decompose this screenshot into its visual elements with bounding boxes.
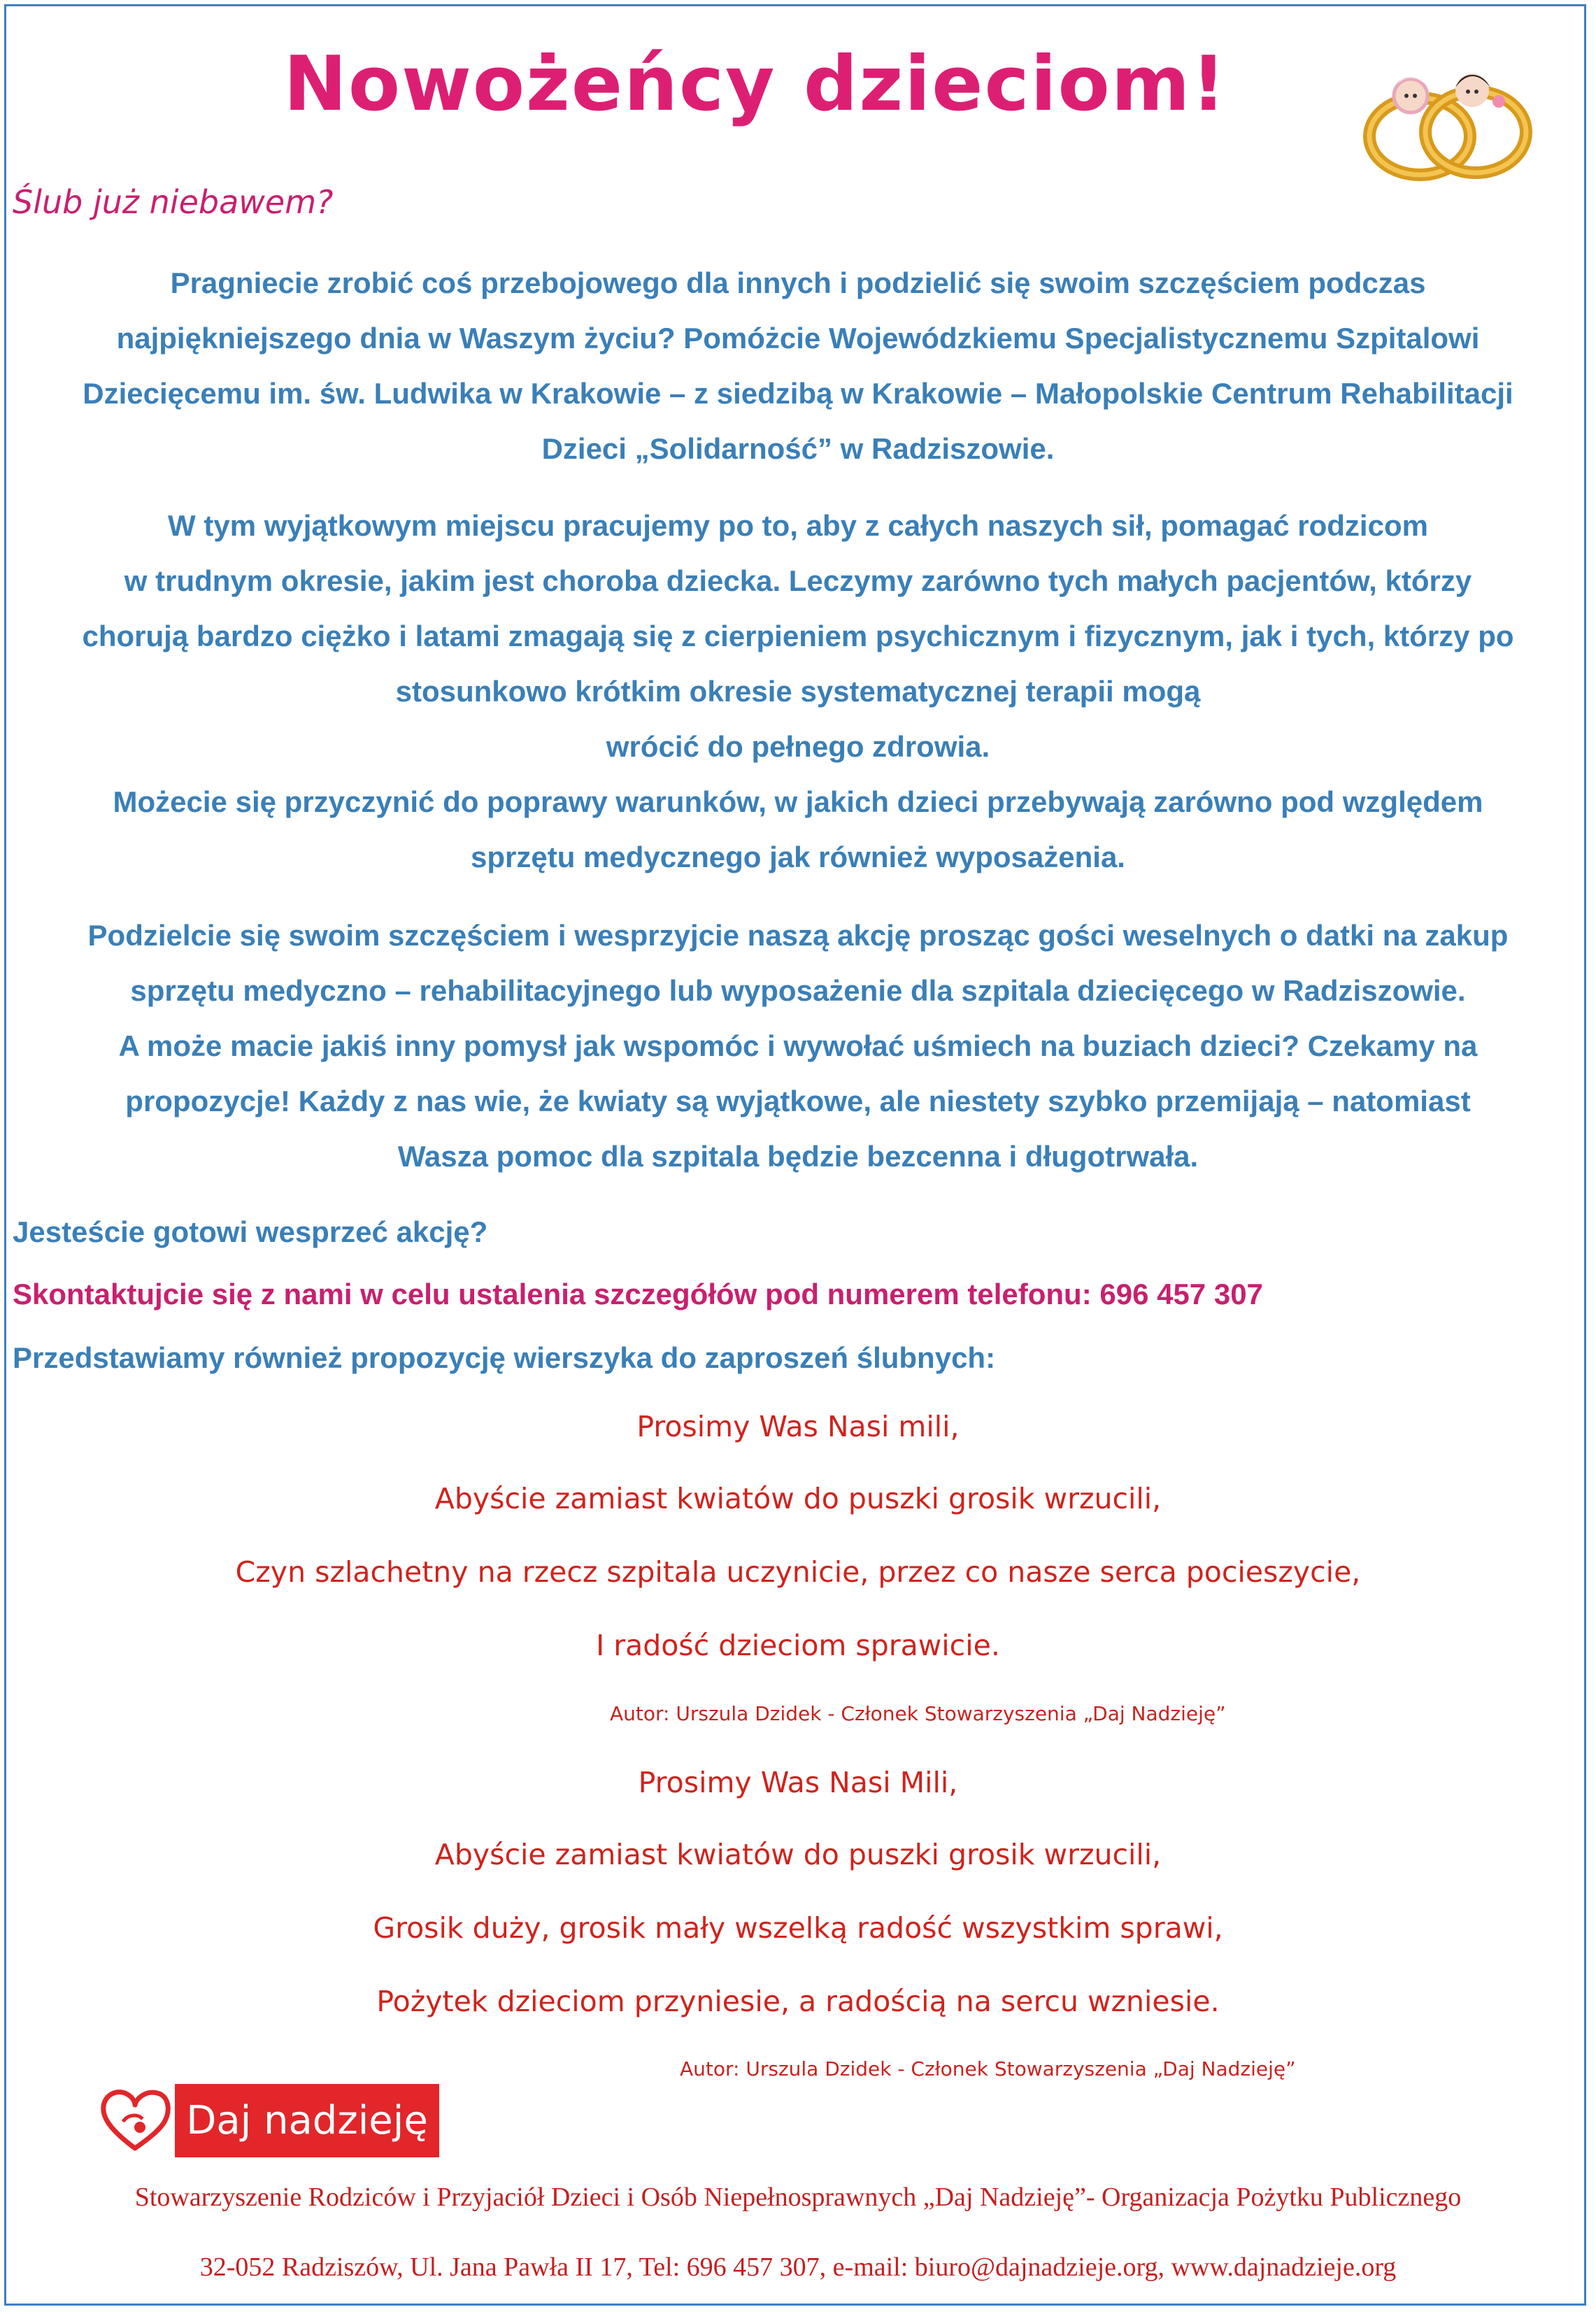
paragraph-line: Możecie się przyczynić do poprawy warunków, w jakich dzieci przebywają zarówno pod względem — [113, 785, 1483, 818]
paragraph-mission — [10, 498, 1586, 885]
paragraph-line: W tym wyjątkowym miejscu pracujemy po to, aby z całych naszych sił, pomagać rodzicom — [168, 509, 1428, 542]
footer-address: 32-052 Radziszów, Ul. Jana Pawła II 17, Tel: 696 457 307, e-mail: biuro@dajnadzieje.org, www.dajnadzieje.org — [199, 2252, 1397, 2282]
paragraph-line: Dzieci „Solidarność” w Radziszowie. — [541, 432, 1055, 465]
heart-icon — [97, 2084, 173, 2157]
paragraph-appeal — [10, 908, 1586, 1184]
section-subhead: Ślub już niebawem? — [13, 183, 334, 221]
paragraph-line: w trudnym okresie, jakim jest choroba dziecka. Leczymy zarówno tych małych pacjentów, którzy — [124, 564, 1472, 597]
poem-author: Autor: Urszula Dzidek - Członek Stowarzyszenia „Daj Nadzieję” — [680, 2057, 1296, 2080]
paragraph-line: wrócić do pełnego zdrowia. — [606, 730, 990, 763]
contact-line: Skontaktujcie się z nami w celu ustalenia szczegółów pod numerem telefonu: 696 457 307 — [13, 1278, 1263, 1310]
poem-line: Prosimy Was Nasi Mili, — [638, 1766, 958, 1799]
wedding-rings-icon — [1346, 59, 1556, 185]
paragraph-line: propozycje! Każdy z nas wie, że kwiaty są wyjątkowe, ale niestety szybko przemijają – natomiast — [125, 1085, 1471, 1117]
poem-line: Abyście zamiast kwiatów do puszki grosik wrzucili, — [434, 1838, 1162, 1871]
paragraph-line: Dziecięcemu im. św. Ludwika w Krakowie – z siedzibą w Krakowie – Małopolskie Centrum Rehabilitacji — [83, 377, 1513, 410]
paragraph-line: stosunkowo krótkim okresie systematycznej terapii mogą — [395, 675, 1201, 708]
paragraph-line: A może macie jakiś inny pomysł jak wspomóc i wywołać uśmiech na buziach dzieci? Czekamy na — [118, 1029, 1478, 1062]
paragraph-line: Wasza pomoc dla szpitala będzie bezcenna i długotrwała. — [397, 1140, 1199, 1173]
paragraph-line: sprzętu medyczno – rehabilitacyjnego lub wyposażenie dla szpitala dziecięcego w Radziszowie. — [130, 974, 1466, 1007]
poem-line: Prosimy Was Nasi mili, — [636, 1410, 960, 1443]
logo-label: Daj nadzieję — [175, 2084, 439, 2157]
paragraph-line: Pragniecie zrobić coś przebojowego dla innych i podzielić się swoim szczęściem podczas — [170, 266, 1426, 299]
poem-line: Grosik duży, grosik mały wszelką radość wszystkim sprawi, — [373, 1911, 1223, 1945]
poem-line: Czyn szlachetny na rzecz szpitala uczynicie, przez co nasze serca pocieszycie, — [235, 1555, 1361, 1589]
poem-line: Pożytek dzieciom przyniesie, a radością na sercu wzniesie. — [376, 1985, 1220, 2018]
footer-organization: Stowarzyszenie Rodziców i Przyjaciół Dzieci i Osób Niepełnosprawnych „Daj Nadzieję”- Organizacja Pożytku Publicznego — [134, 2183, 1462, 2212]
poem-author: Autor: Urszula Dzidek - Członek Stowarzyszenia „Daj Nadzieję” — [610, 1702, 1226, 1725]
question-line: Jesteście gotowi wesprzeć akcję? — [13, 1215, 488, 1248]
organization-logo — [97, 2084, 439, 2157]
paragraph-intro — [10, 255, 1586, 476]
paragraph-line: sprzętu medycznego jak również wyposażenia. — [471, 841, 1125, 873]
paragraph-line: Podzielcie się swoim szczęściem i wesprzyjcie naszą akcję prosząc gości weselnych o datki na zakup — [87, 919, 1509, 952]
poem-line: I radość dzieciom sprawicie. — [596, 1629, 1000, 1662]
poem-line: Abyście zamiast kwiatów do puszki grosik wrzucili, — [434, 1482, 1162, 1515]
page-title: Nowożeńcy dzieciom! — [283, 41, 1227, 128]
paragraph-line: najpiękniejszego dnia w Waszym życiu? Pomóżcie Wojewódzkiemu Specjalistycznemu Szpitalowi — [116, 322, 1480, 355]
proposal-line: Przedstawiamy również propozycję wierszyka do zaproszeń ślubnych: — [13, 1341, 996, 1374]
paragraph-line: chorują bardzo ciężko i latami zmagają się z cierpieniem psychicznym i fizycznym, jak i tych, którzy po — [82, 620, 1514, 652]
